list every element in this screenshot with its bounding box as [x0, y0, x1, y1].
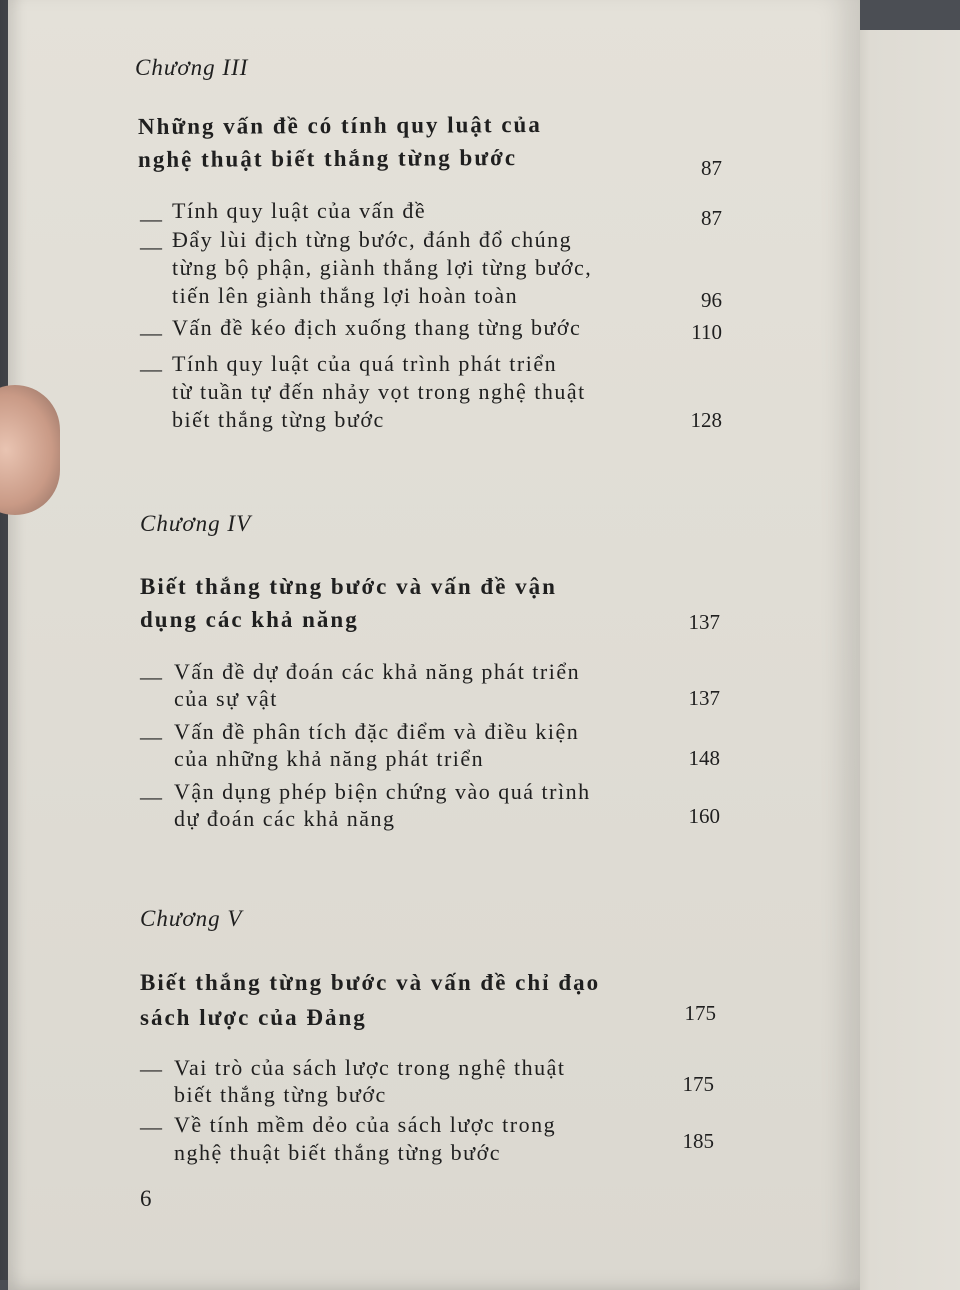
toc-item-page: 175: [682, 1072, 714, 1096]
chapter-label: Chương IV: [140, 511, 252, 536]
chapter-title-line: nghệ thuật biết thắng từng bước: [137, 145, 518, 172]
item-dash: —: [140, 206, 162, 231]
facing-page: [848, 30, 960, 1290]
toc-item-page: 160: [688, 804, 720, 828]
item-dash: —: [140, 1056, 162, 1081]
toc-item-line: từ tuần tự đến nhảy vọt trong nghệ thuật: [172, 379, 586, 404]
chapter-title-line: Biết thắng từng bước và vấn đề vận: [140, 574, 557, 599]
chapter-page-number: 87: [701, 156, 722, 180]
chapter-title-line: Những vấn đề có tính quy luật của: [137, 111, 542, 140]
toc-item-line: từng bộ phận, giành thắng lợi từng bước,: [172, 255, 593, 280]
toc-item-line: của sự vật: [174, 686, 278, 711]
toc-item-line: Đẩy lùi địch từng bước, đánh đổ chúng: [172, 227, 573, 252]
chapter-page-number: 175: [684, 1001, 716, 1025]
chapter-title-line: sách lược của Đảng: [140, 1005, 367, 1030]
toc-item-page: 128: [690, 408, 722, 432]
toc-item-line: Về tính mềm dẻo của sách lược trong: [174, 1112, 557, 1137]
toc-item-line: Vận dụng phép biện chứng vào quá trình: [174, 779, 591, 804]
item-dash: —: [140, 234, 162, 259]
toc-item-page: 110: [691, 320, 722, 344]
chapter-title-line: Biết thắng từng bước và vấn đề chỉ đạo: [140, 970, 601, 995]
toc-item-line: tiến lên giành thắng lợi hoàn toàn: [172, 283, 519, 308]
item-dash: —: [140, 664, 162, 689]
toc-item-line: Vấn đề phân tích đặc điểm và điều kiện: [174, 719, 580, 744]
chapter-page-number: 137: [688, 610, 720, 634]
item-dash: —: [140, 784, 162, 809]
toc-item-line: Vấn đề dự đoán các khả năng phát triển: [174, 659, 581, 684]
toc-item-page: 96: [701, 288, 722, 312]
chapter-label: Chương III: [135, 55, 249, 80]
toc-item-line: Tính quy luật của quá trình phát triển: [172, 351, 558, 376]
page-folio: 6: [140, 1186, 152, 1211]
toc-item-line: biết thắng từng bước: [174, 1082, 387, 1107]
chapter-title-line: dụng các khả năng: [140, 607, 359, 632]
toc-item-line: dự đoán các khả năng: [174, 806, 396, 831]
chapter-label: Chương V: [140, 906, 243, 931]
toc-item-page: 137: [688, 686, 720, 710]
toc-item-line: của những khả năng phát triển: [174, 746, 485, 771]
item-dash: —: [140, 724, 162, 749]
book-page: [8, 0, 860, 1290]
toc-item-page: 87: [701, 206, 722, 230]
toc-item-line: biết thắng từng bước: [172, 407, 385, 432]
item-dash: —: [140, 320, 162, 345]
toc-item-page: 185: [682, 1129, 714, 1153]
toc-item-line: Vai trò của sách lược trong nghệ thuật: [174, 1055, 566, 1080]
item-dash: —: [140, 356, 162, 381]
toc-item-line: Tính quy luật của vấn đề: [172, 198, 427, 223]
holding-finger: [0, 385, 60, 515]
toc-item-page: 148: [688, 746, 720, 770]
toc-item-line: nghệ thuật biết thắng từng bước: [174, 1140, 501, 1165]
item-dash: —: [140, 1114, 162, 1139]
toc-item-line: Vấn đề kéo địch xuống thang từng bước: [172, 315, 582, 340]
